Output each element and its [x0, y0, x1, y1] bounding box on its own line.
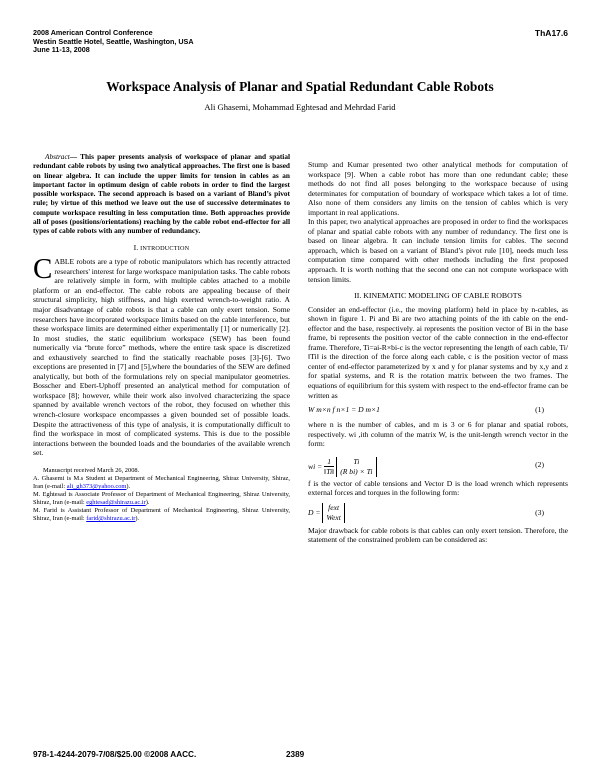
footnote-author-3: M. Farid is Assistant Professor of Department of Mechanical Engineering, Shiraz University, Shiraz, Iran (e-mail: farid@shirazu.ac.ir).: [33, 507, 290, 523]
page-number: 2389: [286, 750, 305, 759]
footnote-author-2: M. Eghtesad is Associate Professor of Department of Mechanical Engineering, Shiraz University, Shiraz, Iran (e-mail: eghtesad@shirazu.ac.ir).: [33, 490, 290, 507]
footnote-author-1: A. Ghasemi is M.s Student at Department of Mechanical Engineering, Shiraz University, Shiraz, Iran (e-mail: ali_gh373@yahoo.com).: [33, 474, 290, 490]
equation-2-body: wi = $\frac{1}{‖Ti‖}$ Ti (R bi) × Ti: [308, 457, 377, 477]
equation-2-number: (2): [535, 459, 544, 469]
session-code: ThA17.6: [534, 28, 568, 38]
email-link-3[interactable]: farid@shirazu.ac.ir: [86, 515, 136, 523]
equation-1-number: (1): [535, 405, 544, 415]
equation-3-number: (3): [535, 507, 544, 517]
equation-2: [308, 451, 568, 477]
introduction-text: CABLE robots are a type of robotic manipulators which has recently attracted researchers' interest for large workspace manipulation tasks. The cable robots are relatively simple in form, with multiple cables attached to a mobile platform or an end-effector. The cable robots are appealing because of their structural simplicity, high stiffness, and high exerted wrench-to-weight ratio. A major disadvantage of cable robots is that a cable can only exert tension. Some researchers have incorporated workspace limits based on the cable interference, but these workspace limits are determined either experimentally [1] or numerically [2]. In most studies, the static equilibrium workspace (SEW) has been found numerically via “brute force” methods, where the entire task space is discretized and exhaustively searched to find the statically reachable poses [3]-[6]. Two exceptions are presented in [7] and [5],where the boundaries of the SEW are defined analytically, but both of the formulations rely on special manipulator geometries. Bosscher and Ebert-Uphoff presented an analytical method for computation of workspace [8]; however, while their work also involved characterizing the space spanned by available wrench vectors of the robot, they focused on whether this wrench-closure workspace encompasses a given bounded set of possible loads. Despite the attractiveness of this type of analysis, it is computationally difficult to find the workspace in most of complicated systems. This is due to the possible interactions between the bounded loads and the boundaries of the available wrench set.: [33, 253, 290, 458]
conference-name: 2008 American Control Conference: [33, 28, 153, 37]
dropcap: C: [33, 253, 53, 286]
section-heading-kinematic: II. KINEMATIC MODELING OF CABLE ROBOTS: [354, 291, 522, 301]
abstract-text: — This paper presents analysis of workspace of planar and spatial redundant cable robots by using two analytical approaches. The first one is based on linear algebra. It can include the upper limits for tension in cables as an important factor in optimum design of cable robots in order to find the largest possible workspace. The second approach is based on a variant of Bland’s pivot rule; by virtue of this method we leave out the use of successive determinates to compute workspace resulting in less computation time. Both approaches provide all of poses (positions/orientations) reaching by the cable robot end-effector for all types of cable robots with any number of redundancy.: [33, 152, 290, 236]
paragraph-constraint: Major drawback for cable robots is that cables can only exert tension. Therefore, the statement of the constrained problem can be considered as:: [308, 525, 568, 545]
paragraph-related-work: Stump and Kumar presented two other analytical methods for computation of workspace [9]. When a cable robot has more than one redundant cable; these methods do not find all poses belonging to the workspace because of using determinates for computation of boundary of workspace which takes a lot of time. Also none of them considers any limits on the tension of cables which is very important in real applications.: [308, 160, 568, 217]
left-column: [33, 152, 290, 523]
equation-3: [308, 500, 568, 524]
section-heading-introduction: I. INTRODUCTION: [133, 242, 190, 252]
right-column: [308, 160, 568, 545]
equation-1: [308, 402, 568, 418]
equation-3-matrix: fext Wext: [322, 503, 344, 523]
paragraph-wrench: where n is the number of cables, and m is 3 or 6 for planar and spatial robots, respectively. wi ,ith column of the matrix W, is the unit-length wrench vector in the form:: [308, 420, 568, 449]
conference-venue: Westin Seattle Hotel, Seattle, Washington, USA: [33, 36, 194, 46]
paragraph-tension: f is the vector of cable tensions and Vector D is the load wrench which represents external forces and torques in the following form:: [308, 478, 568, 498]
paragraph-model: Consider an end-effector (i.e., the moving platform) held in place by n-cables, as shown in figure 1. Pi and Bi are two attaching points of the ith cable on the end-effector and the base, respectively. ai represents the position vector of Bi in the base frame, bi represents the position vector of the cable connection in the end-effector frame. Therefore, Ti=ai-R×bi-c is the vector representing the length of each cable, Ti/‖Ti‖ is the direction of the force along each cable, c is the position vector of mass center of end-effector parameterized by x and y for planar systems and by x,y and z for spatial systems, and R is the rotation matrix between the two frames. The equations of equilibrium for this system with respect to the end-effector frame can be written as: [308, 304, 568, 400]
paper-title: Workspace Analysis of Planar and Spatial Redundant Cable Robots: [106, 79, 494, 94]
abstract: [33, 152, 290, 236]
conference-header: [33, 29, 194, 55]
footnotes: [33, 467, 290, 524]
abstract-label: Abstract: [45, 152, 70, 161]
email-link-2[interactable]: eghtesad@shirazu.ac.ir: [86, 499, 146, 507]
intro-title: INTRODUCTION: [140, 244, 190, 252]
email-link-1[interactable]: ali_gh373@yahoo.com: [66, 482, 127, 490]
equation-3-body: D = fext Wext: [308, 503, 345, 523]
equation-2-matrix: Ti (R bi) × Ti: [336, 457, 376, 477]
equation-2-fraction: $\frac{1}{‖Ti‖}$: [324, 457, 335, 477]
isbn-footer: 978-1-4244-2079-7/08/$25.00 ©2008 AACC.: [33, 750, 197, 759]
paragraph-contribution: In this paper, two analytical approaches are proposed in order to find the workspaces of planar and spatial cable robots with any number of redundancy. The first one is based on linear algebra. It can include tension limits for cables. The second approach, which is based on a variant of Bland’s pivot rule [10], needs much less computation time compared with other methods including the first proposed approach. It is worth nothing that the second one can not compute workspace with tension limits.: [308, 217, 568, 284]
equation-1-body: W m×n f n×1 = D m×1: [308, 405, 380, 415]
conference-dates: June 11-13, 2008: [33, 45, 90, 55]
paper-authors: Ali Ghasemi, Mohammad Eghtesad and Mehrdad Farid: [204, 102, 396, 112]
footnote-received: Manuscript received March 26, 2008.: [43, 466, 140, 474]
